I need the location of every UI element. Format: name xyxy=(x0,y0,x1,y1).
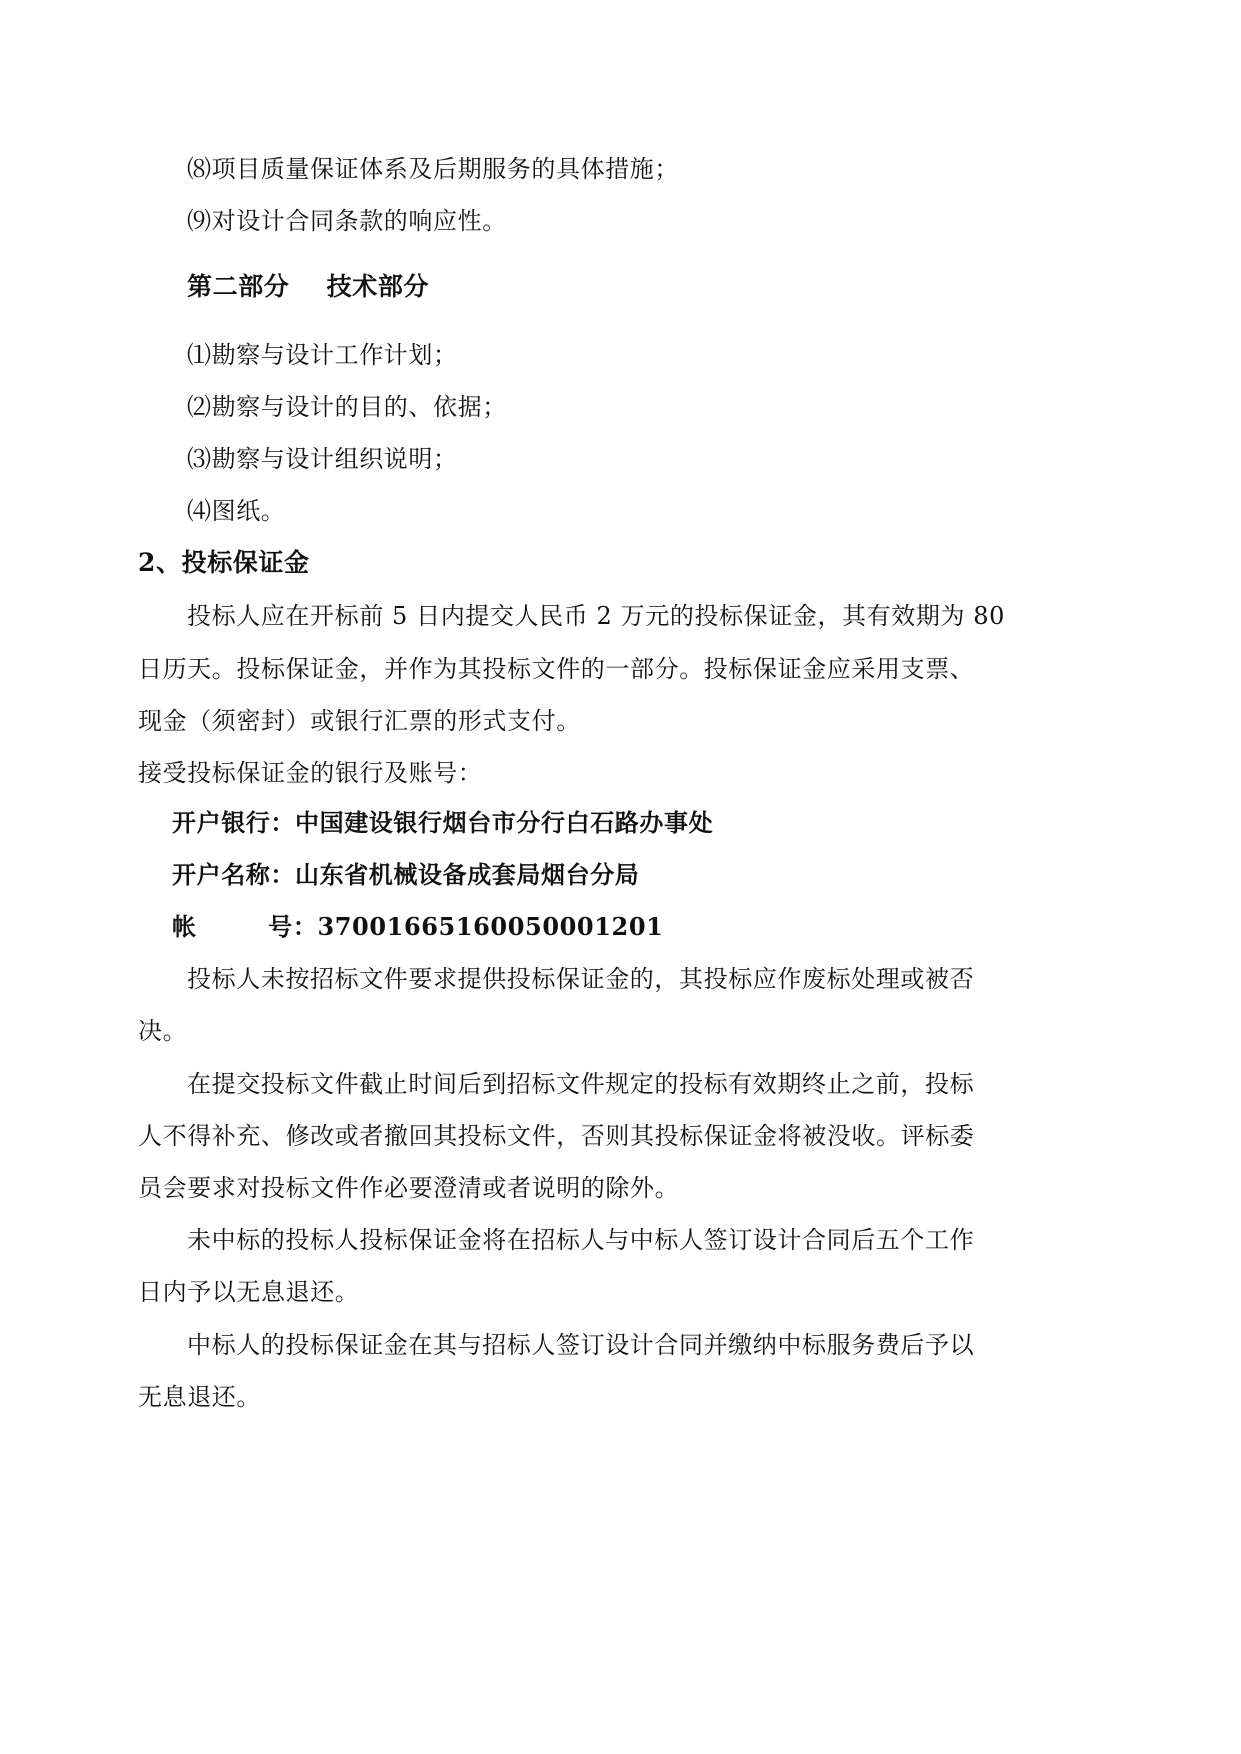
account-number: 帐 号：37001665160050001201 xyxy=(172,912,664,941)
tech-item-4: ⑷图纸。 xyxy=(187,497,286,525)
part-two-heading: 第二部分 技术部分 xyxy=(187,272,430,301)
paragraph-line: 中标人的投标保证金在其与招标人签订设计合同并缴纳中标服务费后予以 xyxy=(187,1331,975,1359)
tech-item-2: ⑵勘察与设计的目的、依据； xyxy=(187,393,507,421)
paragraph-line: 人不得补充、修改或者撤回其投标文件，否则其投标保证金将被没收。评标委 xyxy=(138,1122,975,1150)
paragraph-line: 决。 xyxy=(138,1017,188,1045)
paragraph-line: 投标人应在开标前 5 日内提交人民币 2 万元的投标保证金，其有效期为 80 xyxy=(187,602,1006,630)
tech-item-3: ⑶勘察与设计组织说明； xyxy=(187,445,458,473)
paragraph-line: 现金（须密封）或银行汇票的形式支付。 xyxy=(138,707,581,735)
account-name: 开户名称：山东省机械设备成套局烟台分局 xyxy=(172,860,640,889)
list-item-9: ⑼对设计合同条款的响应性。 xyxy=(187,207,507,235)
bank-intro: 接受投标保证金的银行及账号： xyxy=(138,759,483,787)
paragraph-line: 员会要求对投标文件作必要澄清或者说明的除外。 xyxy=(138,1174,680,1202)
bank-name: 开户银行：中国建设银行烟台市分行白石路办事处 xyxy=(172,808,714,837)
paragraph-line: 投标人未按招标文件要求提供投标保证金的，其投标应作废标处理或被否 xyxy=(187,965,975,993)
paragraph-line: 日历天。投标保证金，并作为其投标文件的一部分。投标保证金应采用支票、 xyxy=(138,655,975,683)
paragraph-line: 未中标的投标人投标保证金将在招标人与中标人签订设计合同后五个工作 xyxy=(187,1226,975,1254)
section-heading-bid-bond: 2、投标保证金 xyxy=(138,548,310,577)
paragraph-line: 无息退还。 xyxy=(138,1383,261,1411)
tech-item-1: ⑴勘察与设计工作计划； xyxy=(187,341,458,369)
paragraph-line: 在提交投标文件截止时间后到招标文件规定的投标有效期终止之前，投标 xyxy=(187,1070,975,1098)
list-item-8: ⑻项目质量保证体系及后期服务的具体措施； xyxy=(187,155,679,183)
paragraph-line: 日内予以无息退还。 xyxy=(138,1278,360,1306)
